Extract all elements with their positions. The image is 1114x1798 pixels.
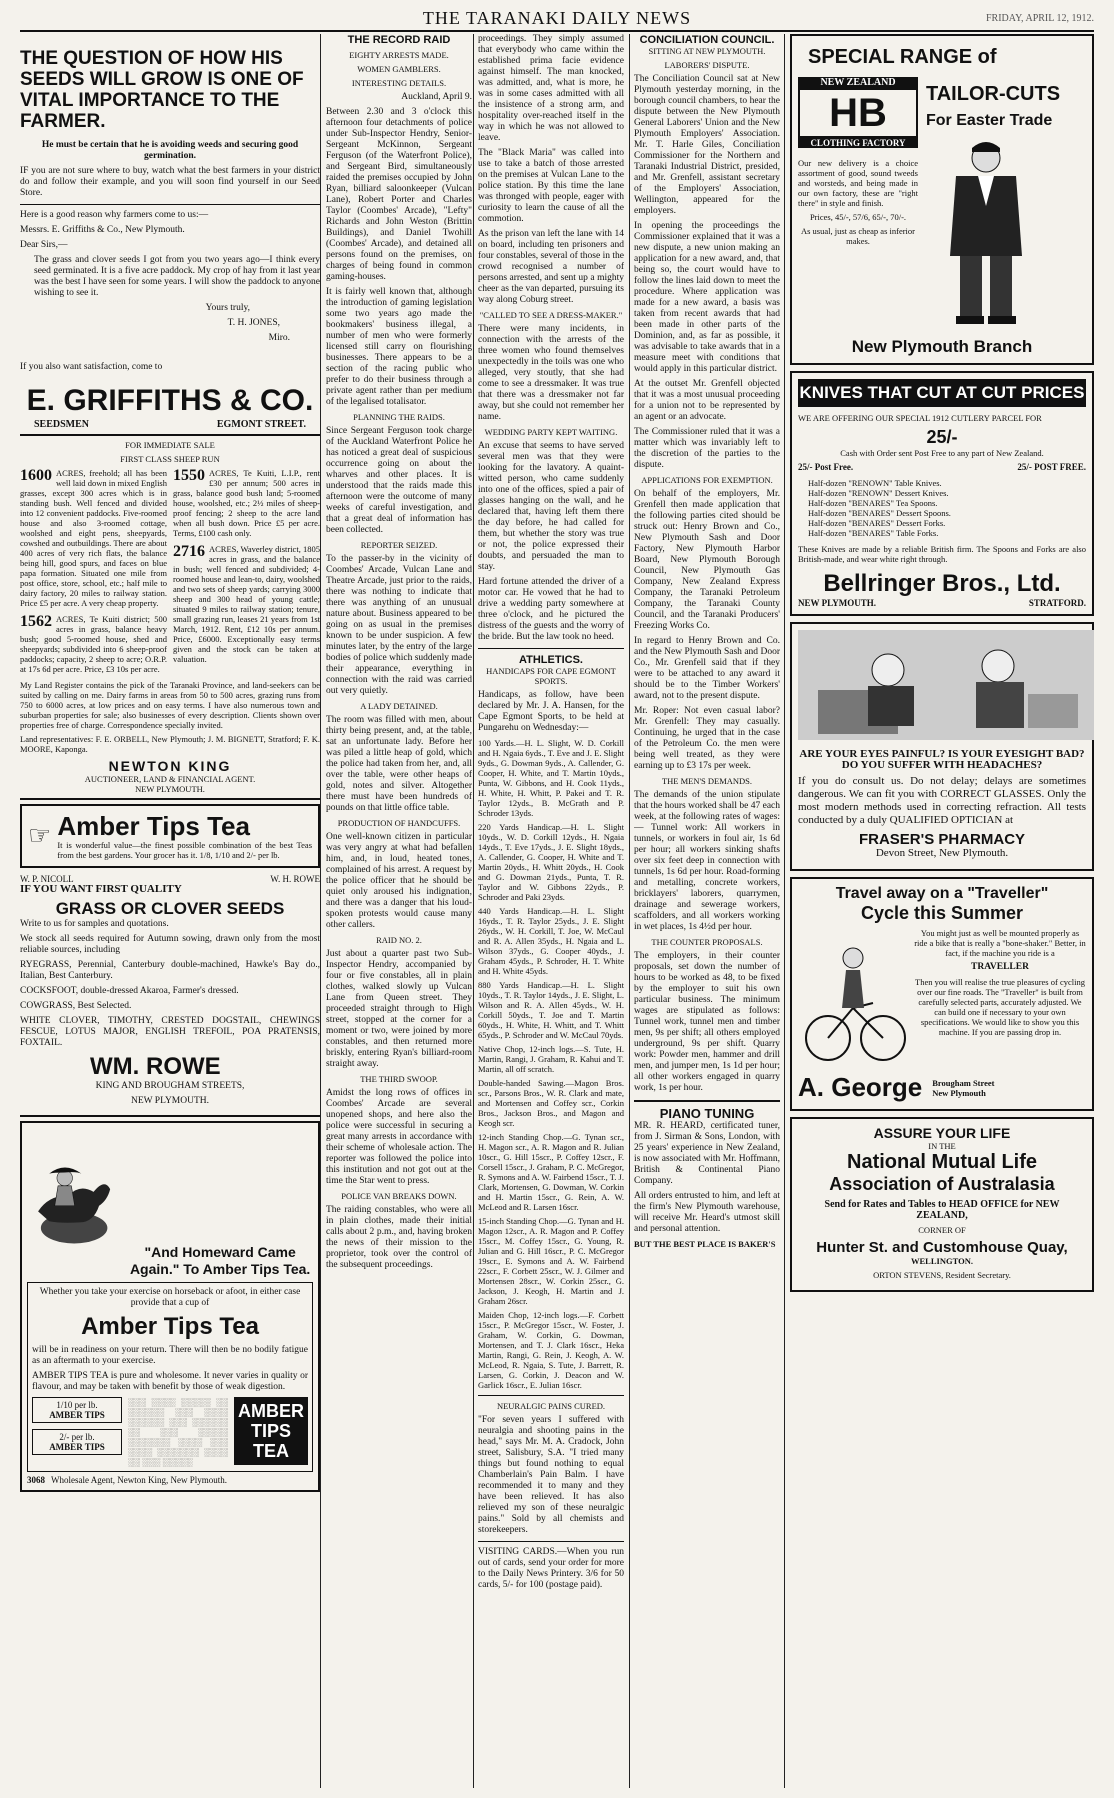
rowe-paragraph: COCKSFOOT, double-dressed Akaroa, Farmer's dressed. [20,986,239,996]
amber-tips-blurb: It is wonderful value—the finest possible combination of the best Teas from the best gardens. Your grocer has it. 1/8, 1/10 and 2/- per lb. [57,840,312,860]
newton-king-sub: AUCTIONEER, LAND & FINANCIAL AGENT. [84,774,256,784]
raid-subhead: WOMEN GAMBLERS. [357,64,441,74]
life-secretary: ORTON STEVENS, Resident Secretary. [873,1270,1011,1280]
suited-man-illustration [926,136,1046,326]
article-paragraph: Since Sergeant Ferguson took charge of the Auckland Waterfront Police he has noticed a great deal of suspicious occurrence going on about the wharves and other places. It is understood that the raids made this afternoon were the outcome of many weeks of careful investigation, and that a great deal of information has been collected. [326,426,472,535]
column-rule [784,34,785,1788]
lot-acres: 1600 [20,467,52,484]
bellringer-town-right: STRATFORD. [1028,598,1086,608]
raid-dateline: Auckland, April 9. [401,92,472,102]
national-mutual-life-ad [790,1117,1094,1292]
column-conciliation-council [634,34,780,1788]
life-name-line1: National Mutual Life [847,1151,1037,1173]
athletics-paragraph: 880 Yards Handicap.—H. L. Slight 10yds., T. R. Taylor 14yds., J. E. Slight, L. Wilson and R. A. Allen 45yds., W. H. Corkill 50yds., T. Joe and T. Martin 60yds., H. White, H. Whitt, and T. Whitt 65yds., P. Schroder and W. McCaul 70yds. [478,980,624,1040]
seeds-subhead: He must be certain that he is avoiding weeds and securing good germination. [41,140,299,161]
life-corner-of: CORNER OF [918,1225,966,1235]
rowe-paragraph: COWGRASS, Best Selected. [20,1001,132,1011]
george-name: A. George [798,1072,923,1102]
bicycle-rider-illustration [798,928,908,1068]
rowe-paragraph: RYEGRASS, Perennial, Canterbury double-machined, Hawke's Bay do., Italian, Best Canterbury. [20,960,320,981]
land-lot [173,468,320,538]
article-subhead: APPLICATIONS FOR EXEMPTION. [641,475,773,485]
article-paragraph: On behalf of the employers, Mr. Grenfell then made application that the following parties cited should be struck out: Henry Brown and Co., New Plymouth Sash and Door Factory, New Plymouth Harbor Board, New Plymouth Borough Council, New Plymouth Gas Company, New Zealand Express Company, the Taranaki Petroleum Company, the Taranaki County Council, and the Taranaki Producers' Freezing Works Co. [634,489,780,631]
article-subhead: THE MEN'S DEMANDS. [661,776,753,786]
letter-signoff: Yours truly, [205,303,250,313]
amber-tips-banner [20,804,320,868]
raid-subhead: INTERESTING DETAILS. [351,78,447,88]
column-rule [629,34,630,1788]
bellringer-town-left: NEW PLYMOUTH. [798,598,877,608]
post-free-left: 25/- Post Free. [798,462,854,472]
article-paragraph: At the outset Mr. Grenfell objected that it was a most unusual proceeding for a union not to be represented by an agent or an advocate. [634,379,780,422]
hb-factory-label: CLOTHING FACTORY [798,138,918,148]
article-paragraph: The employers, in their counter proposals, set down the number of hours to be worked as 48, to be fixed by the employer to suit his own particular business. The minimum wages are stipulated as follows: Tunnel work, tunnel men and timber men, 9s per shift; all others employed underground, 9s per shift. Quarry work: Powder men, hammer and drill men, and jumper men, 1s 1d per hour; all other workers engaged in quarry work, 1s per hour. [634,951,780,1093]
divider [478,1541,624,1542]
land-lot [20,468,167,608]
eyes-paragraph: If you do consult us. Do not delay; delays are sometimes dangerous. We can fit you with CORRECT GLASSES. Only the most modern methods used in correcting refraction. All tests conducted by a duly QUALIFIED OPTICIAN at [798,775,1086,826]
rowe-name: WM. ROWE [90,1053,221,1080]
traveller-paragraph: Then you will realise the true pleasures of cycling over our fine roads. The "Traveller" is built from carefully selected parts, accurately adjusted. We can build one if necessary to your own specifications. We would like to show you this machine. If you are passing drop in. [915,977,1085,1037]
rowe-partner-left: W. P. NICOLL [20,874,74,884]
rowe-paragraph: WHITE CLOVER, TIMOTHY, CRESTED DOGSTAIL, CHEWINGS FESCUE, LOTUS MAJOR, ENGLISH TREFOIL, POA PRATENSIS, FOXTAIL. [20,1016,320,1048]
hb-paragraph: Our new delivery is a choice assortment of good, sound tweeds and worsteds, and being made in our own factory, these are "right there" in style and finish. [798,158,918,208]
piano-paragraph: All orders entrusted to him, and left at the firm's New Plymouth warehouse, will receive Mr. Heard's utmost skill and personal attention. [634,1191,780,1234]
hb-easter-trade: For Easter Trade [926,112,1053,129]
knife-item: Half-dozen "BENARES" Table Forks. [808,528,939,538]
article-paragraph: There were many incidents, in connection with the arrests of the three women who found themselves unexpectedly in the toils was one who alleged, very stoutly, that she had come to see a dressmaker. It was true that there was a dressmaker not far away, but she could not remember her name. [478,324,624,422]
conciliation-headline: CONCILIATION COUNCIL. [639,34,775,46]
hb-prices: Prices, 45/-, 57/6, 65/-, 70/-. [809,212,907,222]
land-listings [20,468,320,680]
griffiths-footer [20,419,320,430]
lot-description: ACRES, Waverley district, 1805 acres in grass, and the balance in bush; well fenced and subdivided; 4-roomed house and lean-to, dairy, woolshed and two sets of sheep yards; carrying 3000 sheep and 300 head of young cattle; situated 9 miles to railway station; tenure, small grazing run, leases 21 years from 1st March, 1912. Rent, £12 10s per annum. Price, £6000. Exceptionally easy terms given and the stock can be taken at valuation. [173,544,320,664]
life-address: Hunter St. and Customhouse Quay, [816,1239,1068,1256]
lot-description: ACRES, Te Kuiti district; 500 acres in grass, balance heavy bush; good 5-roomed house, shed and sheepyards; subdivided into 6 sheep-proof paddocks; capacity, 2 sheep to acre; O.R.P. at 17s 6d per acre. Price, £3 10s per acre. [20,614,167,674]
rowe-paragraph: We stock all seeds required for Autumn sowing, drawn only from the most reliable sources, including [20,934,320,955]
frasers-address: Devon Street, New Plymouth. [875,847,1009,859]
article-subhead: PRODUCTION OF HANDCUFFS. [337,818,461,828]
horse-rider-illustration [27,1128,121,1278]
piano-paragraph: MR. R. HEARD, certificated tuner, from J. Sirman & Sons, London, with 25 years' experience in New Zealand, is now associated with Mr. Hoffmann, British & Continental Piano Company. [634,1121,780,1186]
athletics-headline: ATHLETICS. [519,654,583,666]
raid-subhead: EIGHTY ARRESTS MADE. [349,50,449,60]
traveller-subheadline: Cycle this Summer [860,903,1024,923]
piano-tuning-ad [634,1100,780,1249]
traveller-paragraph: You might just as well be mounted properly as ride a bike that is really a "bone-shaker." Better, in fact, if the machine you ride is a [914,928,1086,958]
pointing-hand-icon: ☞ [28,821,52,850]
post-free-right: 25/- POST FREE. [1017,462,1086,472]
amber-tips-illustrated-ad [20,1121,320,1492]
article-paragraph: The raiding constables, who were all in plain clothes, made their initial calls about 2 p.m., and, having broken the news of their mission to the proprietor, took over the control of the subsequent proceedings. [326,1205,472,1270]
land-register: My Land Register contains the pick of the Taranaki Province, and land-seekers can be suited by calling on me. Dairy farms in areas from 50 to 500 acres, grazing runs from 750 to 6000 acres, at low prices and on easy terms. I have also numerous town and suburban properties for sale; also businesses of every description. Clients shown over properties free of charge. Correspondence specially invited. [20,680,320,730]
seeds-headline: THE QUESTION OF HOW HIS SEEDS WILL GROW IS ONE OF VITAL IMPORTANCE TO THE FARMER. [20,48,304,132]
illegible-fine-print: ░░░ ░░░░ ░░░░░ ░░ ░░░░░░ ░░░ ░░░░ ░░░░░░ ░░░ ░░░░░░ ░░ ░░░ ░░░░░ ░░░░░░░ ░░░░ ░░░ ░░░░ ░░░░░░░ ░░░░ ░░ ░░░ ░░░░░ [128,1397,228,1467]
article-subhead: REPORTER SEIZED. [360,540,438,550]
lot-description: ACRES, Te Kuiti, L.I.P., rent £30 per annum; 500 acres in grass, balance good bush land; 5-roomed house, woolshed, etc.; 2½ miles of sheep-proof fencing; 2 sheep to the acre land when all bush down. Price £5 per acre. Terms, £100 cash only. [173,468,320,538]
athletics-subhead: HANDICAPS FOR CAPE EGMONT SPORTS. [486,666,616,686]
hb-branch: New Plymouth Branch [851,337,1033,356]
hb-special-range: SPECIAL RANGE of [808,46,997,68]
amber-tips-title-2: Amber Tips Tea [81,1313,259,1340]
hb-cheap-note: As usual, just as cheap as inferior makes. [800,226,915,246]
neuralgic-paragraph: "For seven years I suffered with neuralgia and shooting pains in the head," says Mr. M. A. Cradock, John street, Salisbury, S.A. "I tried many things but found nothing to equal Chamberlain's Pain Balm. I have recommended it to many and they have been relieved. It has also relieved my son of these neuralgic pains." Sold by all chemists and storekeepers. [478,1415,624,1535]
frasers-pharmacy-ad [790,622,1094,871]
article-subhead: RAID NO. 2. [376,935,422,945]
conciliation-subhead: LABORERS' DISPUTE. [664,60,750,70]
traveller-headline: Travel away on a "Traveller" [835,885,1049,902]
george-signature [798,1072,1086,1103]
lot-acres: 1550 [173,467,205,484]
letter-address: Messrs. E. Griffiths & Co., New Plymouth. [20,225,185,235]
article-paragraph: Hard fortune attended the driver of a motor car. He vowed that he had to drive a wedding party somewhere at three o'clock, and he pictured the distress of the guests and the worry of the bride. But the law took no heed. [478,577,624,642]
knives-post-free [798,462,1086,472]
grade-box [32,1429,122,1455]
article-subhead: THE THIRD SWOOP. [360,1074,438,1084]
bellringer-towns [798,598,1086,608]
knife-item: Half-dozen "RENOWN" Table Knives. [808,478,942,488]
article-paragraph: To the passer-by in the vicinity of Coombes' Arcade, Vulcan Lane and Theatre Arcade, just prior to the raids, there was nothing to indicate that there was anything of an unusual nature about. Business appeared to be going on as usual in the premises known to be under suspicion. A few minutes later, by the entry of the large bodies of police which suddenly made their appearance, everything in connection with the raid was carried out very quietly. [326,554,472,696]
seeds-reason: Here is a good reason why farmers come to us:— [20,210,209,220]
grade-price: 2/- per lb. [59,1432,95,1442]
knife-item: Half-dozen "BENARES" Tea Spoons. [808,498,938,508]
raid-headline: THE RECORD RAID [347,34,451,46]
griffiths-seeds-ad [20,48,320,436]
article-paragraph: Mr. Roper: Not even casual labor? Mr. Grenfell: They may casually. Continuing, he urged that in the case of the Petroleum Co. the men were being well treated, as they were earning up to £3 17s per week. [634,706,780,771]
rowe-seeds-ad [20,874,320,1117]
piano-headline: PIANO TUNING [659,1106,755,1121]
article-paragraph: As the prison van left the lane with 14 on board, including ten prisoners and four constables, several of those in the crowd recognised a number of persons arrested, and sent up a mighty cheer as the van departed, pursuing its way along Coburg street. [478,229,624,305]
newton-king-town: NEW PLYMOUTH. [135,784,205,794]
article-subhead: POLICE VAN BREAKS DOWN. [341,1191,457,1201]
athletics-paragraph: 15-inch Standing Chop.—G. Tynan and H. Magon 12scr., A. R. Magon and P. Coffey 15scr., M. Coffey 15scr., G. Young, R. Julian and G. Hill 16scr., P. C. McGregor 19scr., E. Symons and A. W. Fairbend 22scr., F. Corbett 25scr., W. J. Gilmer and Mortensen 28scr., W. Corkin 25scr., G. Jackson, J. Keogh, H. Martin and J. Graham 26scr. [478,1216,624,1306]
amber-paragraph: will be in readiness on your return. There will then be no bodily fatigue as an aftermath to your exercise. [32,1345,308,1366]
hb-clothing-ad [790,34,1094,365]
ad-number: 3068 [27,1475,45,1485]
amber-paragraph: AMBER TIPS TEA is pure and wholesome. It never varies in quality or flavour, and may be taken with benefit by those of weak digestion. [32,1371,308,1392]
griffiths-seedsmen: SEEDSMEN [34,419,90,430]
article-subhead: A LADY DETAINED. [360,701,438,711]
seeds-paragraph: IF you are not sure where to buy, watch what the best farmers in your district do and follow their example, and you will soon find yourself in our Seed Store. [20,166,320,198]
land-lot [20,614,167,674]
knives-note: These Knives are made by a reliable British firm. The Spoons and Forks are also British-made, and wear white right through. [798,544,1086,564]
rowe-question: IF YOU WANT FIRST QUALITY [20,883,182,895]
column-rule [473,34,474,1788]
article-paragraph: An excuse that seems to have served several men was that they were looking for the lavatory. A quaint-witted person, who came suddenly into one of the offices, spied a pair of glasses hanging on the wall, and he declared that, having left them there the day before, he had called for them, but whether the story was true or not, the police expressed their doubts, and persuaded the man to stay. [478,441,624,572]
traveller-name: TRAVELLER [971,962,1029,972]
land-lot [173,544,320,664]
conciliation-subhead: SITTING AT NEW PLYMOUTH. [648,46,766,56]
rowe-address: NEW PLYMOUTH. [130,1096,210,1106]
griffiths-street: EGMONT STREET. [216,419,306,430]
grade-box [32,1397,122,1423]
letter-signature: T. H. JONES, [227,318,280,328]
divider [20,204,320,205]
athletics-paragraph: 440 Yards Handicap.—H. L. Slight 16yds., T. R. Taylor 25yds., J. E. Slight 26yds., W. H. Corkill, T. Joe, W. McCaul and R. A. Allen 35yds., H. Ngaia and L. Wilson 37yds., G. Cooper 40yds., J. Graham 45yds., P. Schroder, H. T. White and H. White 45yds. [478,906,624,976]
article-paragraph: The Commissioner ruled that it was a matter which was invariably left to the discretion of the parties to the dispute. [634,427,780,470]
issue-date: FRIDAY, APRIL 12, 1912. [986,13,1094,24]
letter-place: Miro. [268,333,290,343]
article-paragraph: The room was filled with men, about thirty being present, and, at the table, sat an unfortunate lady. Before her was piled a little heap of gold, which the police had taken from her, and, all over the table, were other heaps of gold, notes and silver. Altogether there must have been hundreds of pounds on that little office table. [326,715,472,813]
lot-acres: 2716 [173,543,205,560]
knife-item: Half-dozen "BENARES" Dessert Spoons. [808,508,951,518]
wholesale-agents: Wholesale Agent, Newton King, New Plymouth. [51,1475,227,1485]
athletics-paragraph: 12-inch Standing Chop.—G. Tynan scr., H. Magon scr., A. R. Magon and R. Julian 10scr., G. Hill 15scr., P. Coffey 12scr., F. Corsell 15scr., J. Graham, P. C. McGregor, R. Symons and A. W. Fairbend 15scr., T. J. Clark, Mortensen, G. Dowman, W. Corkin and H. Martin 15scr., G. Rein, A. W. McLeod and R. Larsen 16scr. [478,1132,624,1212]
column-rule [320,34,321,1788]
article-paragraph: Just about a quarter past two Sub-Inspector Hendry, accompanied by four or five constables, all in plain clothes, walked slowly up Vulcan Lane from Queen street. They proceeded straight through to High street, stopped at the corner for a moment or two, were joined by more constables, and then returned more briskly, entering Ryan's billiard-room straight away. [326,949,472,1069]
athletics-paragraph: Native Chop, 12-inch logs.—S. Tute, H. Martin, Rangi, J. Graham, R. Kahui and T. Martin, all off scratch. [478,1044,624,1074]
column-raid-continued-athletics [478,34,624,1788]
bellringer-name: Bellringer Bros., Ltd. [823,570,1061,597]
hb-nz-label: NEW ZEALAND [798,77,918,88]
newton-king-name: NEWTON KING [108,758,232,774]
newton-king-land-ad [20,440,320,800]
homeward-caption: "And Homeward Came Again." To Amber Tips Tea. [129,1244,311,1277]
life-send-for: Send for Rates and Tables to HEAD OFFICE for NEW ZEALAND, [824,1199,1060,1221]
piano-footer: BUT THE BEST PLACE IS BAKER'S [634,1239,776,1249]
hb-tailor-cuts: TAILOR-CUTS [926,83,1061,105]
article-subhead: THE COUNTER PROPOSALS. [651,937,763,947]
article-subhead: PLANNING THE RAIDS. [353,412,445,422]
divider [478,648,624,649]
knives-headline: KNIVES THAT CUT AT CUT PRICES [798,379,1086,407]
life-city: WELLINGTON. [911,1256,973,1266]
newspaper-title: THE TARANAKI DAILY NEWS [422,8,692,28]
hb-logo: HB [798,88,918,138]
article-paragraph: proceedings. They simply assumed that everybody who came within the established prima facie evidence against himself. The man knocked, was admitted, and, what is more, he was in some cases admitted with all the insistence of a strong arm, and hospitality over-reached itself in the way in which he was not allowed to leave. [478,34,624,143]
sale-subheading: FIRST CLASS SHEEP RUN [120,454,220,464]
knives-offer: WE ARE OFFERING OUR SPECIAL 1912 CUTLERY PARCEL FOR [798,413,1042,423]
life-assure: ASSURE YOUR LIFE [873,1125,1011,1141]
rider-illustration-row [27,1128,313,1278]
knife-item: Half-dozen "RENOWN" Dessert Knives. [808,488,949,498]
frasers-name: FRASER'S PHARMACY [858,831,1026,848]
life-in-the: IN THE [928,1141,956,1151]
letter-salutation: Dear Sirs,— [20,240,68,250]
lot-description: ACRES, freehold; all has been well laid down in mixed English grasses, except 300 acres which is in standing bush. Well fenced and divided into 12 convenient paddocks. Five-roomed house and also 3-roomed cottage, woolshed and eight pens, sheepyards, cowshed and outbuildings. There are about 400 acres of very rich flats, the balance being hill, good spurs, and faces on blue papa formation. Situated one mile from post office, store, school, etc.; half mile to dairy factory, 20 miles to railway station. Price £5 per acre. A very cheap property. [20,468,167,608]
article-paragraph: Amidst the long rows of offices in Coombes' Arcade are several unopened shops, and here also the police were successful in securing a great many arrests in accordance with their scheme of wholesale action. The reporter was followed the police into this institution and not got out at the time the Star went to press. [326,1088,472,1186]
neuralgic-headline: NEURALGIC PAINS CURED. [496,1401,606,1411]
article-paragraph: It is fairly well known that, although the introduction of gaming legislation some two years ago made the bookmakers' business illegal, a number of men who were formerly licensed still carry on flourishing businesses. There appears to be a section of the racing public who prefer to do their business through a private agent rather than per medium of the legalised totalisator. [326,287,472,407]
amber-intro: Whether you take your exercise on horseback or afoot, in either case provide that a cup of [39,1287,301,1308]
athletics-paragraph: Handicaps, as follow, have been declared by Mr. J. A. Hansen, for the Cape Egmont Sports, to be held at Pungarehu on Wednesday:— [478,690,624,733]
bellringer-knives-ad [790,371,1094,616]
athletics-paragraph: 100 Yards.—H. L. Slight, W. D. Corkill and H. Ngaia 6yds., T. Eve and J. E. Slight 9yds., G. Dowman 9yds., A. Callender, G. Cooper, H. White, and T. Martin 10yds., Punta, W. Gibbons, and H. Cook 11yds., H. White, H. Whitt, P. Pakei and T. R. Taylor 12yds., B. McGrath and P. Schroder 13yds. [478,738,624,818]
article-subhead: WEDDING PARTY KEPT WAITING. [484,427,618,437]
rowe-headline: GRASS OR CLOVER SEEDS [55,899,285,918]
knife-item: Half-dozen "BENARES" Dessert Forks. [808,518,946,528]
rowe-address: KING AND BROUGHAM STREETS, [95,1081,245,1091]
eyes-question: ARE YOUR EYES PAINFUL? IS YOUR EYESIGHT BAD? DO YOU SUFFER WITH HEADACHES? [799,748,1085,771]
article-paragraph: In opening the proceedings the Commissioner explained that it was a new dispute, a new union making an application for a new award, and, that being so, the court would have to follow the lines laid down to meet the procedure. Where application was made for a new award, a basis was taken from recent awards that had been made in other parts of the Dominion, and, as far as possible, it was advisable to take awards that in a measure meet with conditions that would apply in this particular district. [634,221,780,374]
knives-cash-note: Cash with Order sent Post Free to any part of New Zealand. [840,448,1044,458]
visiting-cards-notice: VISITING CARDS.—When you run out of cards, send your order for more to the Daily News Printery. 3/6 for 50 cards, 5/- for 100 (postage paid). [478,1547,624,1590]
grade-name: AMBER TIPS [49,1442,105,1452]
rowe-paragraph: Write to us for samples and quotations. [20,919,169,929]
sale-heading: FOR IMMEDIATE SALE [125,440,215,450]
land-representatives: Land representatives: F. E. ORBELL, New Plymouth; J. M. BIGNETT, Stratford; F. K. MOORE, Kaponga. [20,734,320,754]
amber-grades [32,1397,308,1467]
athletics-paragraph: Maiden Chop, 12-inch logs.—F. Corbett 15scr., P. McGregor 15scr., W. Foster, J. Graham, W. Corkin, G. Dowman, Mortensen, and T. J. Clark 16scr., Heka Martin, Rangi, G. Rein, J. Keogh, A. W. McLeod, R. Ngaia, S. Tute, J. Barrett, R. Larsen, G. Corkin, J. Deacon and W. Garlick 16scr., E. Julian 16scr. [478,1310,624,1390]
column-advertisements-right [790,34,1094,1788]
amber-tips-text-box [27,1282,313,1472]
article-subhead: "CALLED TO SEE A DRESS-MAKER." [479,310,623,320]
george-town: New Plymouth [932,1087,986,1098]
grade-price: 1/10 per lb. [56,1400,98,1410]
rowe-partner-right: W. H. ROWE [270,874,320,884]
article-paragraph: The demands of the union stipulate that the hours worked shall be 47 each week, at the following rates of wages:— Tunnel work: All workers in tunnels, or workers in foul air, 1s 6d per hour; all workers sinking shafts over six feet deep in connection with tunnels, 1s 6d per hour. Road-forming and metalling, concrete workers, bricklayers' laborers, quarrymen, drainage and sewerage workers, scaffolders, and all workers working in wet places, 1s 4½d per hour. [634,790,780,932]
george-street: Brougham Street [932,1077,995,1088]
article-paragraph: Between 2.30 and 3 o'clock this afternoon four detachments of police under Sub-Inspector Hendry, Senior-Sergeant McKinnon, Sergeant Ferguson (of the Waterfront Police), and Sergeant Bird, simultaneously raided the premises occupied by John Ryan, billiard saloonkeeper (Vulcan Lane), Robert Porter and Charles Taylor (Coombes' Arcade), "Lefty" Richards and John Weston (Brittin Buildings), and Daniel Twohill (Coombes' Arcade), and detained all persons found on the premises, on charges of being found in common gaming-houses. [326,107,472,282]
amber-brand-label: AMBER TIPS TEA [238,1401,304,1461]
headache-illustration [798,630,1094,740]
traveller-cycle-ad [790,877,1094,1111]
column-record-raid [326,34,472,1788]
article-paragraph: One well-known citizen in particular was very angry at what had befallen him, and, in loud, heated tones, complained of his arrest. A request by the police officer that he should be quiet only aroused his indignation, and there was a danger that his loud-spoken protests would cause many other callers. [326,832,472,930]
letter-body: The grass and clover seeds I got from you two years ago—I think every seed germinated. It is a five acre paddock. My crop of hay from it last year was the best I have seen for some years. I will show the paddock to anyone wishing to see it. [34,255,320,298]
column-advertisements-left [20,34,320,1788]
satisfaction-line: If you also want satisfaction, come to [20,362,163,372]
athletics-paragraph: Double-handed Sawing.—Magon Bros. scr., Parsons Bros., W. R. Clark and mate, and Mortensen and Coffey scr., Corkin Bros., Jackson Bros., and Magon and Keogh scr. [478,1078,624,1128]
grade-name: AMBER TIPS [49,1410,105,1420]
amber-footer [27,1475,313,1485]
lot-acres: 1562 [20,613,52,630]
knives-price: 25/- [926,427,958,447]
article-paragraph: In regard to Henry Brown and Co. and the New Plymouth Sash and Door Co., Mr. Grenfell said that if they were to be attached to any award it should be to the Timber Workers' award, not to the present dispute. [634,636,780,701]
masthead [20,8,1094,32]
amber-tips-packet-logo [234,1397,308,1465]
life-name-line2: Association of Australasia [829,1174,1055,1194]
knife-items-list [808,478,1086,538]
article-paragraph: The "Black Maria" was called into use to take a batch of those arrested on the premises at Vulcan Lane to the police station. By this time the lane was thronged with people, eager with curiosity to learn the cause of all the commotion. [478,148,624,224]
griffiths-name: E. GRIFFITHS & CO. [26,384,314,417]
athletics-paragraph: 220 Yards Handicap.—H. L. Slight 10yds., W. D. Corkill 12yds., H. Ngaia 14yds., T. Eve 17yds., J. E. Slight 18yds., A. Callender, G. Cooper, H. White and T. Martin 20yds., H. Whitt 20yds., H. Cook and G. Dowman 21yds., Punta, T. R. Taylor and W. Gibbons 22yds., P. Schroder and Paki 23yds. [478,822,624,902]
article-paragraph: The Conciliation Council sat at New Plymouth yesterday morning, in the borough council chambers, to hear the dispute between the New Plymouth General Laborers' Union and the New Plymouth Employers' Association. Mr. T. Harle Giles, Conciliation Commissioner for the Northern and Taranaki Industrial District, presided, and Mr. Grenfell, assistant secretary of the Employers' Association, Wellington, appeared for the employers. [634,74,780,216]
amber-tips-title: Amber Tips Tea [57,811,250,841]
divider [478,1395,624,1396]
